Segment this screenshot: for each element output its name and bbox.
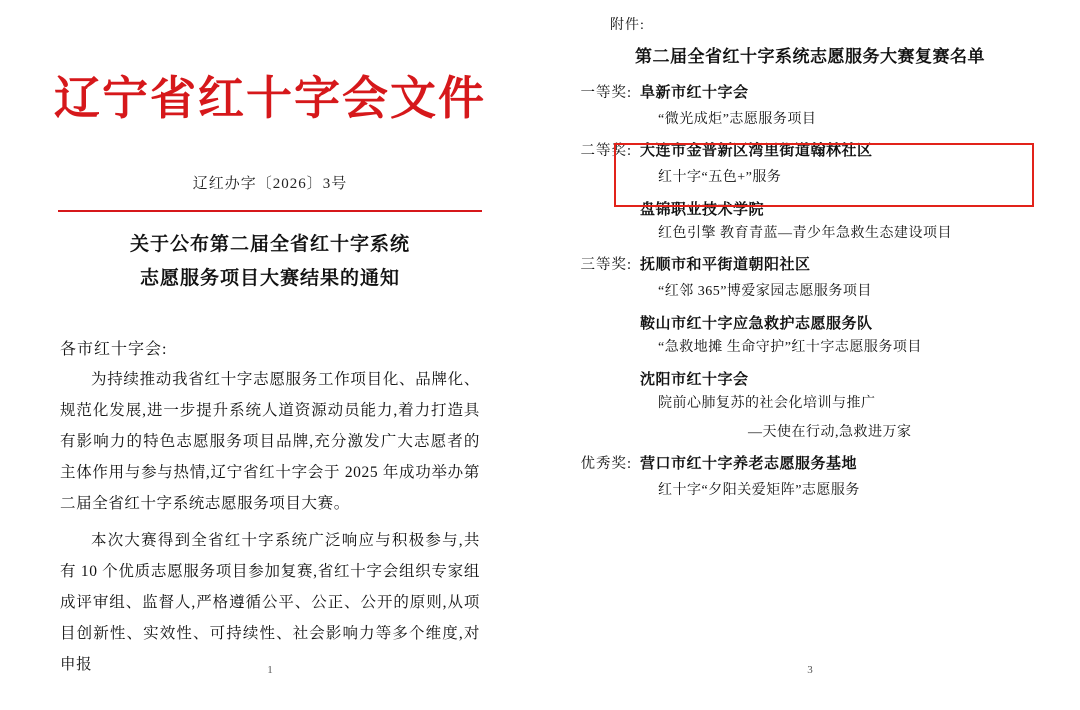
award-header <box>540 248 1080 277</box>
award-entry <box>540 76 1080 134</box>
left-page-number: 1 <box>267 664 273 676</box>
award-rank-label: 一等奖: <box>580 85 632 101</box>
award-organization: 阜新市红十字会 <box>640 85 749 101</box>
award-header <box>540 134 1080 163</box>
award-organization: 抚顺市和平街道朝阳社区 <box>640 257 811 273</box>
award-project-name: 红十字“五色+”服务 <box>658 170 782 185</box>
award-project-name: “微光成炬”志愿服务项目 <box>658 112 817 127</box>
award-project-name-continued: —天使在行动,急救进万家 <box>748 425 912 440</box>
body-paragraph-1: 为持续推动我省红十字志愿服务工作项目化、品牌化、规范化发展,进一步提升系统人道资源动员能力,着力打造具有影响力的特色志愿服务项目品牌,充分激发广大志愿者的主体作用与参与热情,辽宁省红十字会于 2025 年成功举办第二届全省红十字系统志愿服务项目大赛。 <box>60 371 480 512</box>
award-rank-label: 三等奖: <box>580 257 632 273</box>
document-body <box>60 364 480 686</box>
award-organization: 营口市红十字养老志愿服务基地 <box>640 456 858 472</box>
award-rank-label: 二等奖: <box>580 143 632 159</box>
award-entry <box>540 134 1080 192</box>
award-organization: 沈阳市红十字会 <box>640 372 749 388</box>
document-subject <box>0 228 540 296</box>
document-subject-line-2: 志愿服务项目大赛结果的通知 <box>139 268 400 289</box>
attachment-title: 第二届全省红十字系统志愿服务大赛复赛名单 <box>635 47 985 66</box>
right-document-page <box>540 0 1080 710</box>
award-organization: 大连市金普新区湾里街道翰林社区 <box>640 143 873 159</box>
document-salutation: 各市红十字会: <box>60 341 168 358</box>
award-project-name: “红邻 365”博爱家园志愿服务项目 <box>658 284 872 299</box>
award-header <box>540 76 1080 105</box>
award-list <box>540 76 1080 505</box>
document-masthead-title: 辽宁省红十字会文件 <box>54 71 486 125</box>
award-entry <box>540 447 1080 505</box>
document-subject-line-1: 关于公布第二届全省红十字系统 <box>129 234 410 255</box>
award-entry <box>540 362 1080 447</box>
right-page-number: 3 <box>807 664 813 676</box>
award-project-name: “急救地摊 生命守护”红十字志愿服务项目 <box>658 340 922 355</box>
award-project-name: 红色引擎 教育青蓝—青少年急救生态建设项目 <box>658 226 952 241</box>
document-number: 辽红办字〔2026〕3号 <box>192 176 348 192</box>
award-entry <box>540 306 1080 362</box>
award-project-name: 院前心肺复苏的社会化培训与推广 <box>658 396 876 411</box>
award-organization: 鞍山市红十字应急救护志愿服务队 <box>640 316 873 332</box>
award-project-name: 红十字“夕阳关爱矩阵”志愿服务 <box>658 483 860 498</box>
award-header <box>540 447 1080 476</box>
attachment-label: 附件: <box>610 18 645 33</box>
award-organization: 盘锦职业技术学院 <box>640 202 765 218</box>
award-entry <box>540 248 1080 306</box>
red-divider-rule <box>58 210 482 212</box>
award-entry-highlighted <box>540 192 1080 248</box>
body-paragraph-2: 本次大赛得到全省红十字系统广泛响应与积极参与,共有 10 个优质志愿服务项目参加复赛,省红十字会组织专家组成评审组、监督人,严格遵循公平、公正、公开的原则,从项目创新性、实效性、可持续性、社会影响力等多个维度,对申报 <box>60 532 480 673</box>
award-rank-label: 优秀奖: <box>580 456 632 472</box>
